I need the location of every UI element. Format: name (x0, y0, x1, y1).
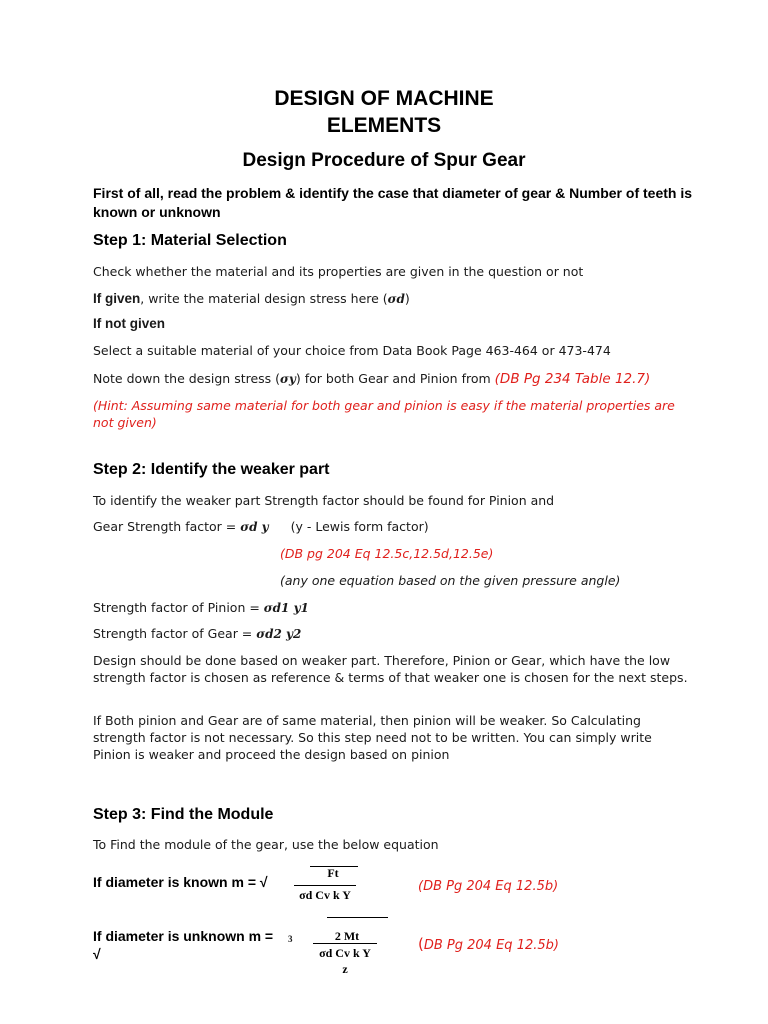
known-denominator: σd Cv k Y (299, 888, 351, 902)
step1-note (93, 371, 650, 387)
diameter-unknown-label: If diameter is unknown m = (93, 928, 274, 944)
note-reference: (DB Pg 234 Table 12.7) (494, 371, 651, 387)
gear-sf-label: Gear Strength factor = (93, 519, 241, 534)
unknown-numerator: 2 Mt (334, 929, 360, 943)
lead-paragraph: First of all, read the problem & identify the case that diameter of gear & Number of teeth is known or unknown (93, 185, 693, 220)
pinion-strength-factor (93, 600, 309, 615)
document-title-line2: ELEMENTS (326, 114, 442, 137)
document-subtitle: Design Procedure of Spur Gear (242, 150, 526, 171)
cube-root-sign: √ (93, 946, 101, 962)
unknown-denominator-line2: z (342, 962, 348, 976)
unknown-denominator-line1: σd Cv k Y (319, 946, 371, 960)
step2-line1: To identify the weaker part Strength factor should be found for Pinion and (93, 493, 555, 508)
step1-if-given (93, 291, 410, 306)
step2-paragraph2: If Both pinion and Gear are of same material, then pinion will be weaker. So Calculating strength factor is not necessary. So this step need not to be written. You can simply write Pinion is weaker and proceed the design based on pinion (93, 713, 652, 762)
step3-line1: To Find the module of the gear, use the below equation (93, 837, 439, 852)
sigma-y-symbol: σy (280, 372, 296, 386)
unknown-root-bar (327, 917, 388, 918)
gear-sf-symbol: σd y (240, 520, 269, 534)
unknown-fraction-bar (313, 943, 377, 944)
known-numerator: Ft (327, 866, 339, 880)
step2-reference: (DB pg 204 Eq 12.5c,12.5d,12.5e) (280, 546, 494, 561)
unknown-reference (418, 935, 559, 953)
step1-select-text: Select a suitable material of your choice from Data Book Page 463-464 or 473-474 (93, 343, 611, 358)
if-given-text: , write the material design stress here ( (140, 291, 388, 306)
if-not-given-label: If not given (93, 316, 165, 331)
step2-heading: Step 2: Identify the weaker part (93, 461, 330, 478)
if-given-close: ) (404, 291, 410, 306)
gear-sf2-label: Strength factor of Gear = (93, 626, 257, 641)
pinion-sf-label: Strength factor of Pinion = (93, 600, 264, 615)
known-reference: (DB Pg 204 Eq 12.5b) (418, 879, 559, 894)
gear-sf-note: (y - Lewis form factor) (290, 519, 429, 534)
document-title-line1: DESIGN OF MACHINE (274, 87, 494, 110)
sigma-d-symbol: σd (387, 292, 405, 306)
unknown-ref-text: DB Pg 204 Eq 12.5b) (423, 938, 559, 953)
diameter-known-label: If diameter is known m = √ (93, 874, 268, 890)
known-fraction-bar (294, 885, 356, 886)
step3-heading: Step 3: Find the Module (93, 806, 274, 823)
gear-strength-factor (93, 519, 429, 534)
step1-hint: (Hint: Assuming same material for both gear and pinion is easy if the material properties are not given) (93, 398, 675, 430)
gear-sf2-symbol: σd2 y2 (256, 627, 302, 641)
unknown-ref-paren: ( (418, 935, 424, 953)
step2-paragraph1: Design should be done based on weaker part. Therefore, Pinion or Gear, which have the low strength factor is chosen as reference & terms of that weaker one is chosen for the next steps. (93, 653, 688, 685)
step1-line1: Check whether the material and its properties are given in the question or not (93, 264, 584, 279)
cube-root-index: 3 (288, 934, 293, 944)
step2-reference-note: (any one equation based on the given pressure angle) (280, 573, 621, 588)
pinion-sf-symbol: σd1 y1 (263, 601, 309, 615)
note-text-b: ) for both Gear and Pinion from (295, 371, 495, 386)
note-text-a: Note down the design stress ( (93, 371, 281, 386)
gear-strength-factor-2 (93, 626, 301, 641)
if-given-label: If given (93, 291, 141, 306)
step1-heading: Step 1: Material Selection (93, 232, 287, 249)
